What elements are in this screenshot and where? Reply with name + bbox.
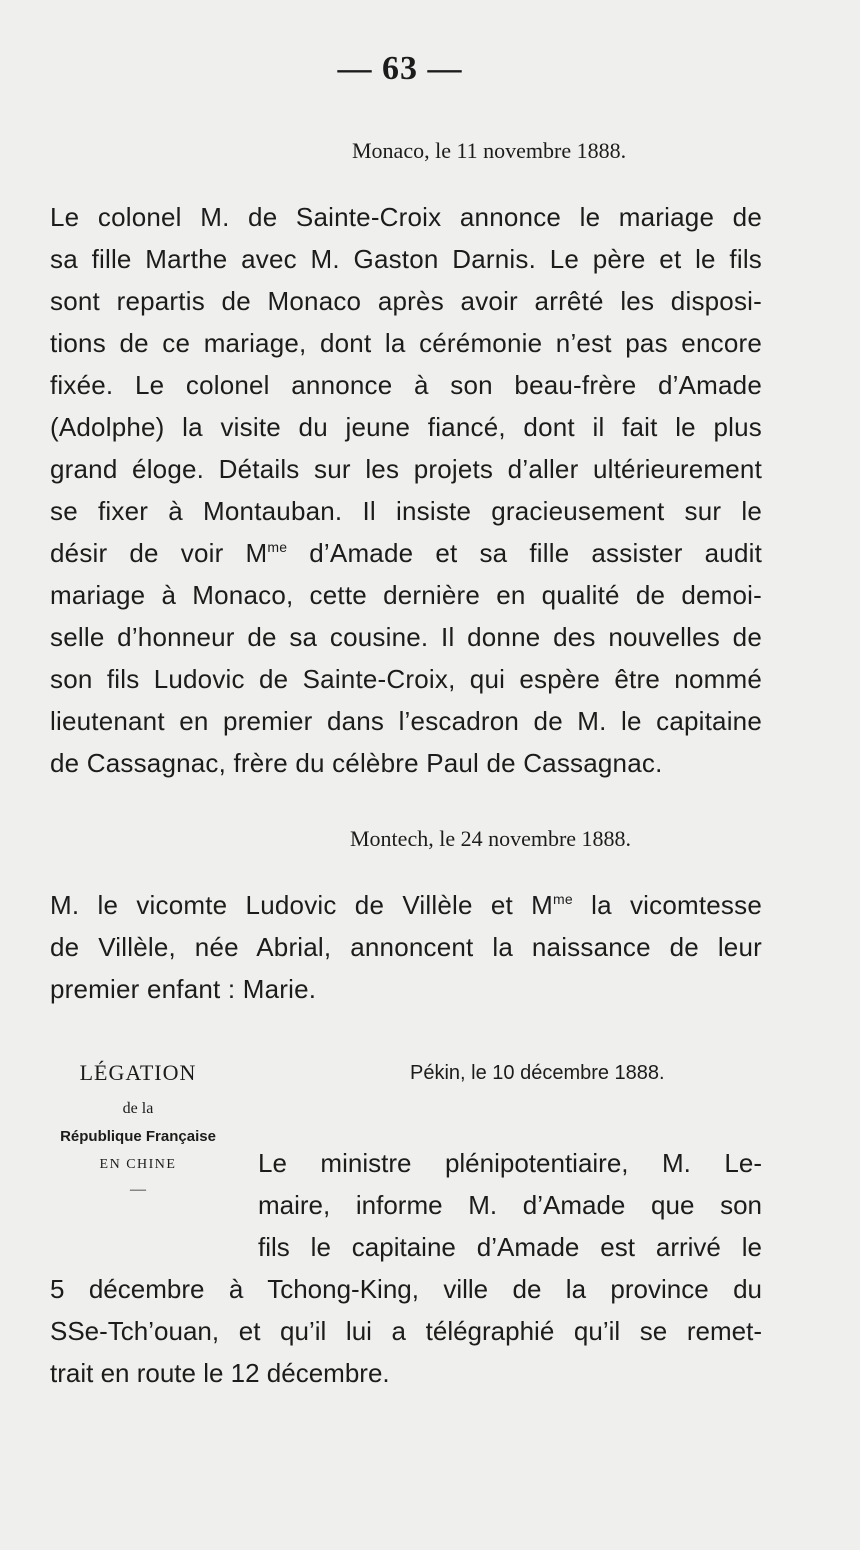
text-line: premier enfant : Marie. xyxy=(50,974,317,1004)
text-line: tions de ce mariage, dont la cérémonie n’est pas encore xyxy=(50,328,762,358)
text-line: Le colonel M. de Sainte-Croix annonce le mariage de xyxy=(50,202,762,232)
paragraph-montech xyxy=(50,884,762,1010)
legation-country: EN CHINE xyxy=(99,1157,177,1172)
dateline-montech: Montech, le 24 novembre 1888. xyxy=(350,826,632,851)
paragraph-pekin-indented xyxy=(258,1142,762,1268)
text-line: se fixer à Montauban. Il insiste gracieusement sur le xyxy=(50,496,762,526)
text-line: 5 décembre à Tchong-King, ville de la province du xyxy=(50,1274,762,1304)
superscript: me xyxy=(267,539,288,555)
text-line-with-superscript xyxy=(50,532,762,574)
legation-title: LÉGATION xyxy=(79,1060,197,1085)
legation-republic: République Française xyxy=(60,1128,216,1145)
text-line: sa fille Marthe avec M. Gaston Darnis. Le père et le fils xyxy=(50,244,762,274)
text-line: de Villèle, née Abrial, annoncent la naissance de leur xyxy=(50,932,762,962)
dateline-pekin: Pékin, le 10 décembre 1888. xyxy=(410,1062,665,1084)
text-fragment: désir de voir M xyxy=(50,538,268,568)
text-line: de Cassagnac, frère du célèbre Paul de Cassagnac. xyxy=(50,748,663,778)
text-line: SSe-Tch’ouan, et qu’il lui a télégraphié qu’il se remet- xyxy=(50,1316,762,1346)
page-number: — 63 — xyxy=(337,50,463,87)
superscript: me xyxy=(553,891,573,907)
paragraph-monaco xyxy=(50,196,762,784)
text-line: selle d’honneur de sa cousine. Il donne des nouvelles de xyxy=(50,622,762,652)
dateline-monaco: Monaco, le 11 novembre 1888. xyxy=(352,138,627,163)
paragraph-pekin-continued xyxy=(50,1268,762,1394)
text-fragment: M. le vicomte Ludovic de Villèle et M xyxy=(50,890,554,920)
text-line: grand éloge. Détails sur les projets d’aller ultérieurement xyxy=(50,454,762,484)
text-fragment: d’Amade et sa fille assister audit xyxy=(287,538,762,568)
text-line: trait en route le 12 décembre. xyxy=(50,1358,390,1388)
text-line: Le ministre plénipotentiaire, M. Le- xyxy=(258,1148,762,1178)
legation-dash: — xyxy=(130,1181,146,1198)
text-line: fixée. Le colonel annonce à son beau-frère d’Amade xyxy=(50,370,762,400)
text-line: sont repartis de Monaco après avoir arrêté les disposi- xyxy=(50,286,762,316)
text-line: mariage à Monaco, cette dernière en qualité de demoi- xyxy=(50,580,762,610)
text-line: son fils Ludovic de Sainte-Croix, qui espère être nommé xyxy=(50,664,762,694)
text-line-with-superscript xyxy=(50,884,762,926)
text-fragment: la vicomtesse xyxy=(572,890,762,920)
text-line: (Adolphe) la visite du jeune fiancé, dont il fait le plus xyxy=(50,412,762,442)
legation-heading xyxy=(48,1060,228,1199)
text-line: lieutenant en premier dans l’escadron de M. le capitaine xyxy=(50,706,762,736)
text-line: maire, informe M. d’Amade que son xyxy=(258,1190,762,1220)
legation-of: de la xyxy=(122,1100,154,1117)
text-line: fils le capitaine d’Amade est arrivé le xyxy=(258,1232,762,1262)
